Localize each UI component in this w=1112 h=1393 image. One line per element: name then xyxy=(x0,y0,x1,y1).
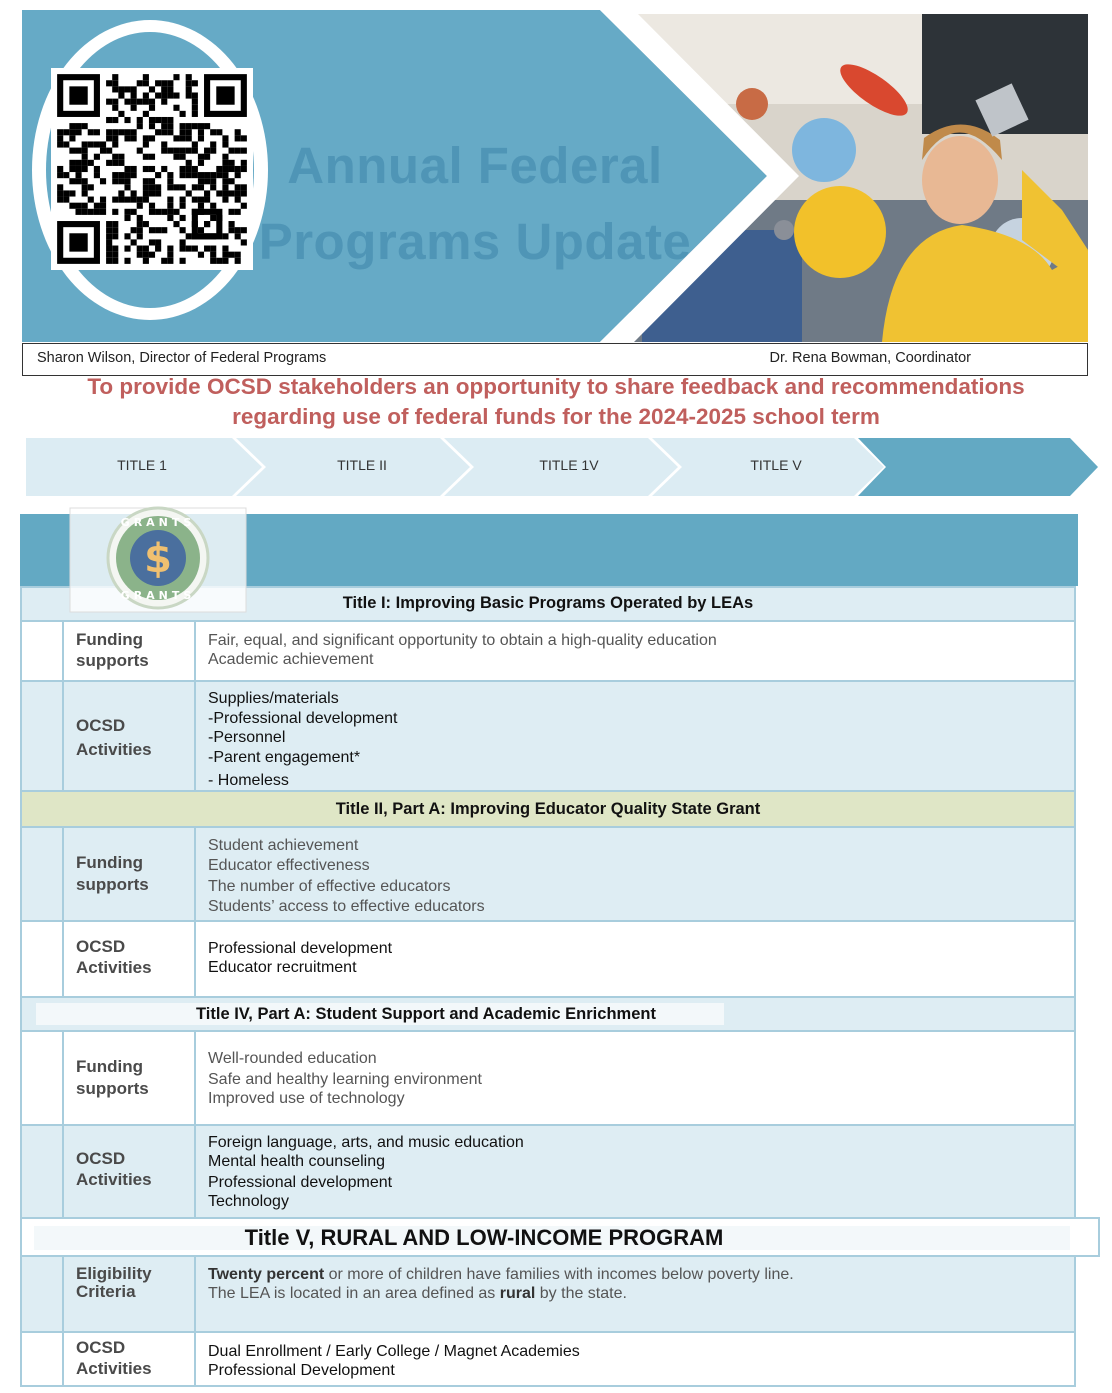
table-row xyxy=(20,680,1076,792)
table-row xyxy=(20,1331,1076,1387)
section-title-4 xyxy=(20,996,1076,1032)
badge-text-top: GRANTS xyxy=(120,516,196,529)
banner-title xyxy=(250,128,700,280)
row-content: Supplies/materials -Professional development -Personnel -Parent engagement* - Homeless xyxy=(208,690,398,789)
qr-code-graphic xyxy=(48,68,256,270)
dollar-sign-icon: $ xyxy=(144,536,172,582)
section-title-5-heading: Title V, RURAL AND LOW-INCOME PROGRAM xyxy=(244,1225,724,1250)
section-title-1-heading: Title I: Improving Basic Programs Operated by LEAs xyxy=(342,594,754,612)
row-content: Professional development Educator recruitment xyxy=(208,940,393,976)
section-title-2-heading: Title II, Part A: Improving Educator Quality State Grant xyxy=(335,800,761,818)
row-label: Funding supports xyxy=(62,622,196,680)
row-label: Eligibility Criteria xyxy=(62,1257,196,1331)
table-row xyxy=(20,1255,1076,1333)
row-label: OCSD Activities xyxy=(62,682,196,790)
banner-title-line1: Annual Federal xyxy=(287,137,663,194)
coordinator-name: Dr. Rena Bowman, Coordinator xyxy=(769,350,971,366)
banner-title-line2: Programs Update xyxy=(258,213,692,270)
nav-item-title-2[interactable]: TITLE II xyxy=(337,457,387,473)
rural-bold-text: rural xyxy=(499,1285,536,1302)
table-row xyxy=(20,920,1076,998)
nav-item-title-4[interactable]: TITLE 1V xyxy=(539,457,599,473)
row-content: Fair, equal, and significant opportunity to obtain a high-quality education Academic achievement xyxy=(208,632,717,668)
row-content: Well-rounded education Safe and healthy learning environment Improved use of technology xyxy=(208,1050,482,1107)
table-row xyxy=(20,620,1076,682)
row-label: OCSD Activities xyxy=(62,1333,196,1385)
row-label: OCSD Activities xyxy=(62,922,196,996)
purpose-statement xyxy=(40,372,1072,432)
row-label: Funding supports xyxy=(62,828,196,920)
nav-item-title-1[interactable]: TITLE 1 xyxy=(117,457,167,473)
section-title-4-heading: Title IV, Part A: Student Support and Academic Enrichment xyxy=(196,1005,656,1023)
table-row xyxy=(20,826,1076,922)
table-row xyxy=(20,1124,1076,1220)
nav-item-title-5[interactable]: TITLE V xyxy=(750,457,802,473)
title-chevron-nav xyxy=(22,438,1100,496)
row-label: Funding supports xyxy=(62,1032,196,1124)
table-row xyxy=(20,1030,1076,1126)
grants-badge xyxy=(68,506,250,616)
section-title-2 xyxy=(20,790,1076,828)
purpose-line1: To provide OCSD stakeholders an opportunity to share feedback and recommendations xyxy=(87,374,1025,399)
qr-code[interactable] xyxy=(48,68,256,270)
badge-text-bottom: GRANTS xyxy=(120,589,196,602)
eligibility-bold-text: Twenty percent xyxy=(208,1266,325,1283)
row-content: Foreign language, arts, and music education Mental health counseling Professional development Technology xyxy=(208,1134,524,1210)
row-content: Student achievement Educator effectiveness The number of effective educators Students’ access to effective educators xyxy=(208,837,485,915)
purpose-line2: regarding use of federal funds for the 2024-2025 school term xyxy=(232,404,880,429)
grants-badge-graphic xyxy=(68,506,250,616)
section-title-5 xyxy=(20,1217,1100,1257)
row-content: Dual Enrollment / Early College / Magnet Academies Professional Development xyxy=(208,1343,580,1379)
row-label: OCSD Activities xyxy=(62,1126,196,1218)
row-content: Twenty percent or more of children have families with incomes below poverty line. The LEA is located in an area defined as rural by the state. xyxy=(208,1266,794,1302)
director-name: Sharon Wilson, Director of Federal Programs xyxy=(37,350,327,366)
